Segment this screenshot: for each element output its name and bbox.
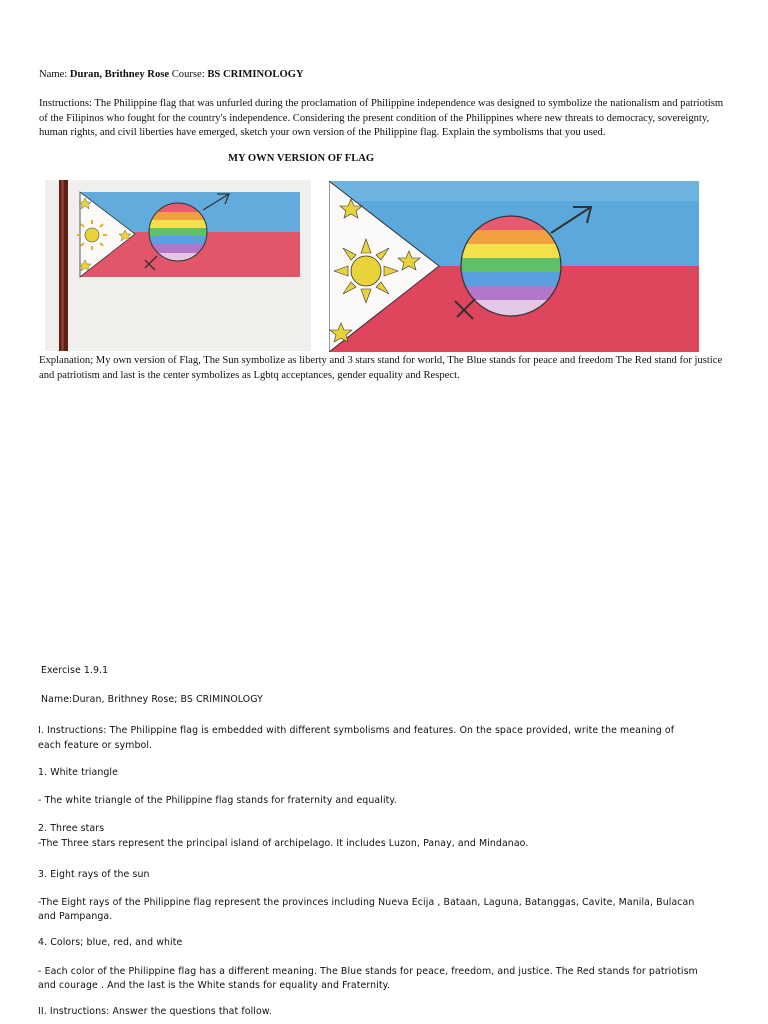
explanation-paragraph: Explanation; My own version of Flag, The Sun symbolize as liberty and 3 stars stand for world, The Blue stands for peace and freedom The Red stand for justice and patriotism and last is the center symbolizes as Lgbtq acceptances, gender equality and Respect. bbox=[39, 355, 723, 381]
exercise-number: Exercise 1.9.1 bbox=[41, 665, 109, 676]
flag-drawing-photo-left bbox=[45, 180, 311, 351]
flag-drawing-photo-right bbox=[329, 181, 699, 352]
course-name: BS CRIMINOLOGY bbox=[207, 69, 304, 80]
item-title-white-triangle: 1. White triangle bbox=[38, 767, 119, 778]
item-title-eight-rays: 3. Eight rays of the sun bbox=[38, 869, 150, 880]
flag-heading: MY OWN VERSION OF FLAG bbox=[228, 153, 375, 164]
course-label: Course: bbox=[171, 69, 205, 80]
name-course-line bbox=[39, 68, 739, 83]
item-title-colors: 4. Colors; blue, red, and white bbox=[38, 937, 183, 948]
instructions-paragraph: Instructions: The Philippine flag that was unfurled during the proclamation of Philippine independence was designed to symbolize the nationalism and patriotism of the Filipinos who fought for the country's independence. Considering the present condition of the Philippines where new threats to democracy, sovereignty, human rights, and civil liberties have emerged, sketch your own version of the Philippine flag. Explain the symbolisms that you used. bbox=[39, 98, 724, 138]
name-label: Name: bbox=[39, 69, 68, 80]
item-answer-three-stars: -The Three stars represent the principal island of archipelago. It includes Luzon, Panay, and Mindanao. bbox=[38, 838, 529, 849]
instructions-part1: I. Instructions: The Philippine flag is embedded with different symbolisms and features. On the space provided, write the meaning of each feature or symbol. bbox=[38, 725, 675, 751]
item-title-three-stars: 2. Three stars bbox=[38, 823, 105, 834]
item-answer-colors: - Each color of the Philippine flag has a different meaning. The Blue stands for peace, freedom, and justice. The Red stands for patriotism and courage . And the last is the White stands for equality and Fraternity. bbox=[38, 966, 698, 991]
student-name: Duran, Brithney Rose bbox=[69, 69, 170, 80]
instructions-part2: II. Instructions: Answer the questions that follow. bbox=[38, 1006, 272, 1017]
item-answer-white-triangle: - The white triangle of the Philippine flag stands for fraternity and equality. bbox=[38, 795, 397, 806]
name-line: Name:Duran, Brithney Rose; BS CRIMINOLOGY bbox=[41, 694, 264, 705]
item-answer-eight-rays: -The Eight rays of the Philippine flag represent the provinces including Nueva Ecija , Bataan, Laguna, Batanggas, Cavite, Manila, Bulacan and Pampanga. bbox=[38, 897, 695, 922]
